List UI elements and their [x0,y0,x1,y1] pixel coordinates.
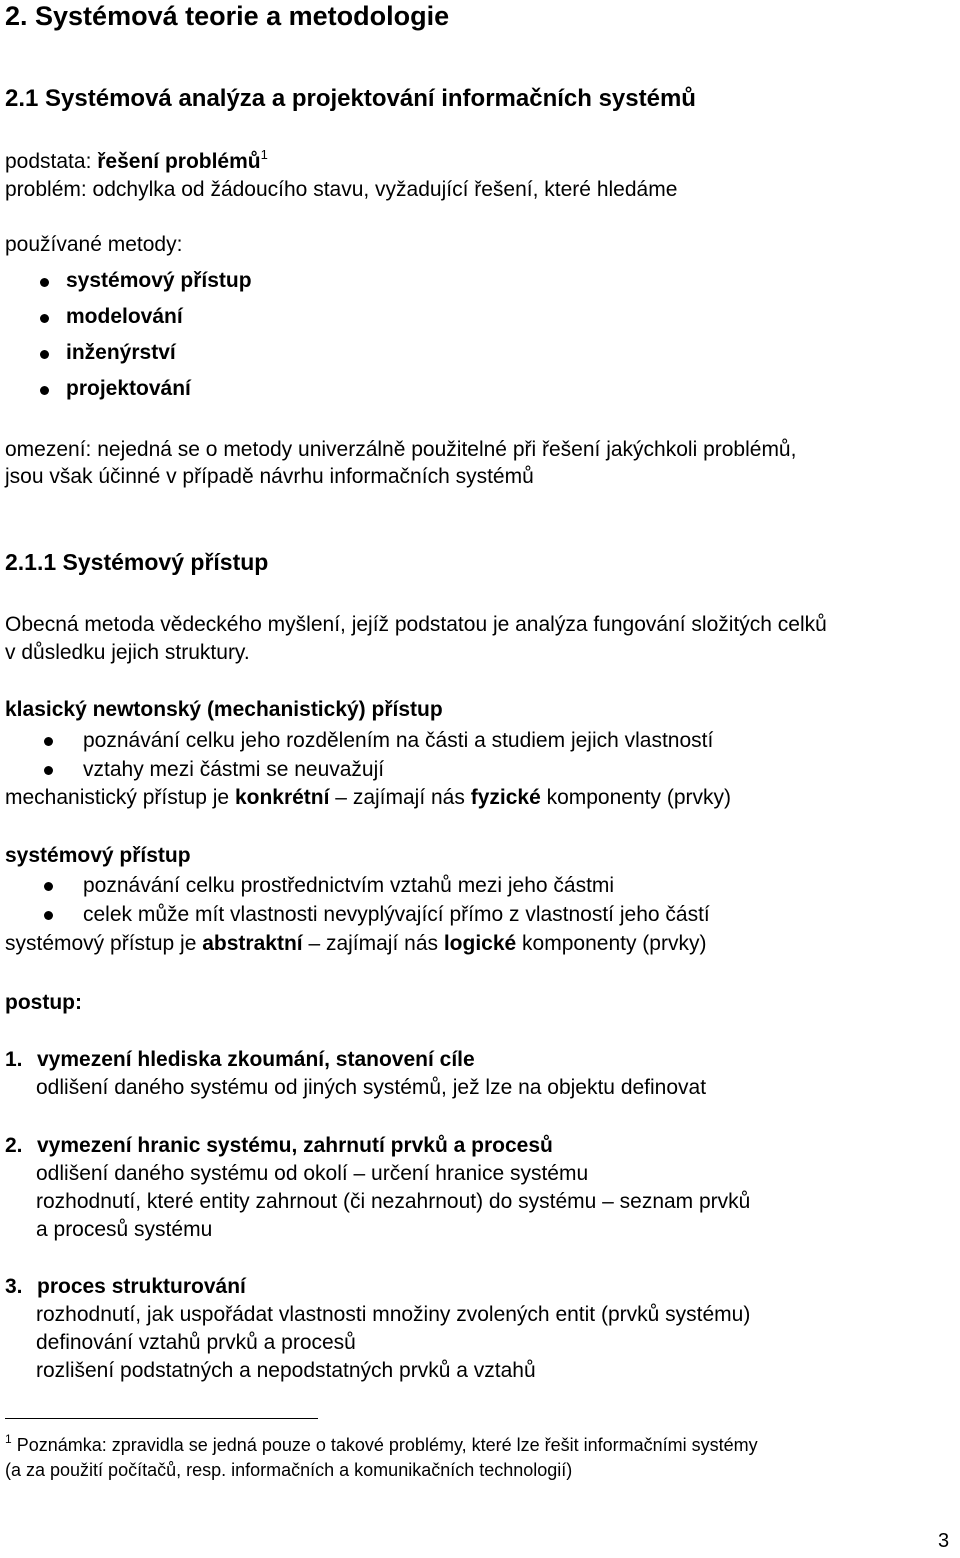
classic-bullet: poznávání celku jeho rozdělením na části a studiem jejich vlastností [83,729,714,752]
limitation-line: jsou však účinné v případě návrhu informačních systémů [5,465,534,488]
systemic-bullet: celek může mít vlastnosti nevyplývající přímo z vlastností jeho částí [83,903,710,926]
bullet-icon [40,386,49,395]
summary-text: komponenty (prvky) [516,932,707,955]
systemic-title: systémový přístup [5,844,191,867]
podstata-value: řešení problémů [97,150,261,173]
footnote-ref[interactable]: 1 [260,147,268,162]
footnote-mark: 1 [5,1432,12,1446]
bullet-icon [44,737,53,746]
procedure-label: postup: [5,991,82,1014]
bullet-icon [40,350,49,359]
step-title: vymezení hlediska zkoumání, stanovení cíle [37,1048,475,1071]
classic-title: klasický newtonský (mechanistický) přístup [5,698,443,721]
definition-line: v důsledku jejich struktury. [5,641,250,664]
step-line: odlišení daného systému od jiných systémů, jež lze na objektu definovat [36,1076,707,1099]
page-number: 3 [938,1530,950,1552]
step-number: 3. [5,1275,23,1298]
bullet-icon [44,882,53,891]
bullet-icon [40,314,49,323]
summary-bold: logické [443,932,517,955]
step-line: rozhodnutí, jak uspořádat vlastnosti množiny zvolených entit (prvků systému) [36,1303,751,1326]
step-line: odlišení daného systému od okolí – určení hranice systému [36,1162,589,1185]
method-item: systémový přístup [66,269,252,292]
step-number: 2. [5,1134,23,1157]
bullet-icon [44,766,53,775]
method-item: inženýrství [66,341,176,364]
bullet-icon [40,278,49,287]
footnote-text: Poznámka: zpravidla se jedná pouze o takové problémy, které lze řešit informačními systémy [11,1435,758,1455]
problem-line: problém: odchylka od žádoucího stavu, vyžadující řešení, které hledáme [5,178,678,201]
step-line: rozlišení podstatných a nepodstatných prvků a vztahů [36,1359,536,1382]
footnote-separator [5,1418,318,1419]
summary-text: systémový přístup je [5,932,203,955]
podstata-line [5,149,268,175]
summary-text: mechanistický přístup je [5,786,235,809]
summary-text: komponenty (prvky) [540,786,731,809]
chapter-heading: 2. Systémová teorie a metodologie [5,1,450,31]
section-heading: 2.1 Systémová analýza a projektování informačních systémů [5,85,696,112]
subsection-heading: 2.1.1 Systémový přístup [5,549,269,575]
summary-bold: abstraktní [202,932,303,955]
footnote-line: (a za použití počítačů, resp. informačních a komunikačních technologií) [5,1460,573,1480]
step-title: proces strukturování [37,1275,246,1298]
systemic-bullet: poznávání celku prostřednictvím vztahů mezi jeho částmi [83,874,615,897]
systemic-summary [5,931,706,957]
summary-bold: fyzické [470,786,541,809]
step-line: a procesů systému [36,1218,213,1241]
step-line: definování vztahů prvků a procesů [36,1331,356,1354]
podstata-label: podstata: [5,150,98,173]
summary-text: – zajímají nás [329,786,471,809]
bullet-icon [44,911,53,920]
footnote-line [5,1434,758,1456]
method-item: projektování [66,377,191,400]
summary-bold: konkrétní [234,786,330,809]
summary-text: – zajímají nás [302,932,444,955]
methods-label: používané metody: [5,233,183,256]
limitation-line: omezení: nejedná se o metody univerzálně použitelné při řešení jakýchkoli problémů, [5,438,797,461]
classic-bullet: vztahy mezi částmi se neuvažují [83,758,385,781]
step-line: rozhodnutí, které entity zahrnout (či nezahrnout) do systému – seznam prvků [36,1190,751,1213]
step-title: vymezení hranic systému, zahrnutí prvků a procesů [37,1134,553,1157]
definition-line: Obecná metoda vědeckého myšlení, jejíž podstatou je analýza fungování složitých celků [5,613,827,636]
classic-summary [5,785,731,811]
step-number: 1. [5,1048,23,1071]
method-item: modelování [66,305,183,328]
